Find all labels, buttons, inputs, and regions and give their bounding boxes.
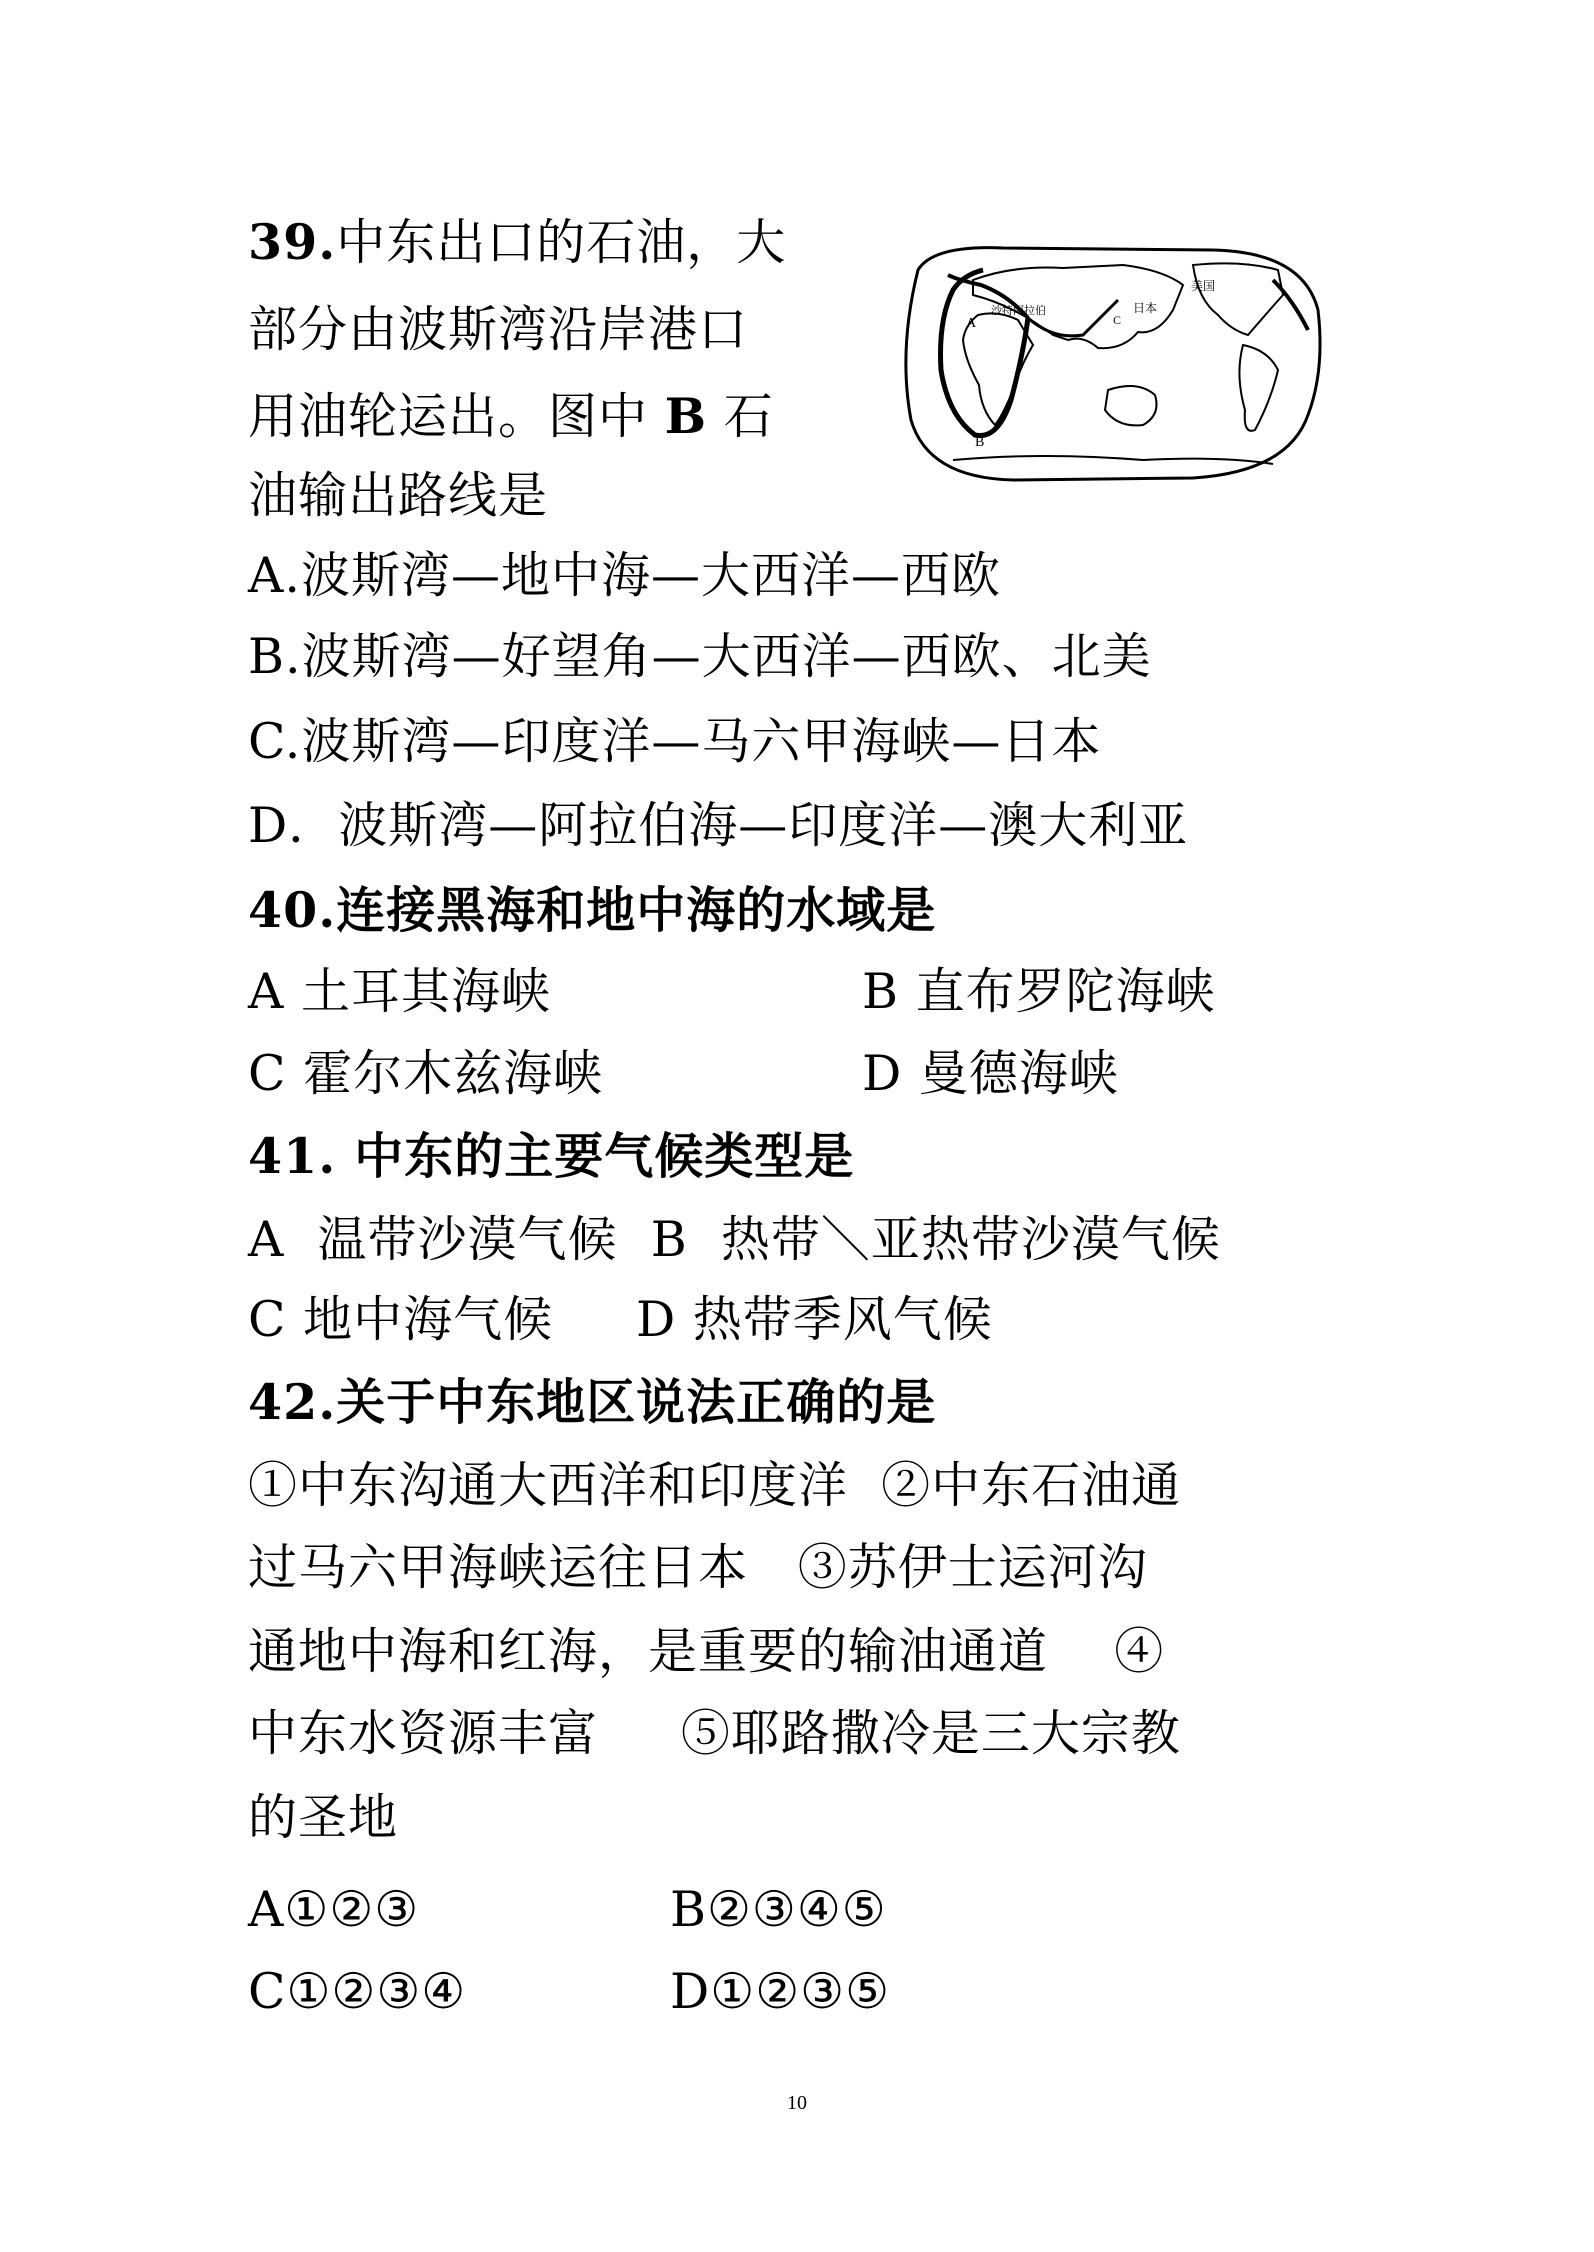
- q39-line-4: 油输出路线是: [248, 467, 549, 524]
- map-label-saudi: 沙特阿拉伯: [991, 305, 1046, 317]
- q42-option-c: C①②③④: [248, 1963, 467, 2020]
- q42-option-d: D①②③⑤: [670, 1963, 890, 2020]
- q42-title: 42.关于中东地区说法正确的是: [248, 1373, 937, 1431]
- q42-option-a: A①②③: [248, 1881, 420, 1938]
- north-america-shape: [1193, 263, 1283, 335]
- q39-text-3: 用油轮运出。图中: [248, 388, 649, 445]
- q39-option-b: B.波斯湾—好望角—大西洋—西欧、北美: [248, 628, 1152, 685]
- q39-line-1: [248, 212, 786, 273]
- q39-option-d: D．波斯湾—阿拉伯海—印度洋—澳大利亚: [248, 797, 1189, 854]
- q41-options-line-2: C 地中海气候 D 热带季风气候: [248, 1291, 993, 1348]
- q41-options-line-1: A 温带沙漠气候 B 热带＼亚热带沙漠气候: [248, 1211, 1221, 1268]
- map-label-b: B: [975, 435, 985, 450]
- q39-line-2: 部分由波斯湾沿岸港口: [248, 301, 749, 358]
- q42-line-4: 中东水资源丰富 ⑤耶路撒冷是三大宗教: [248, 1705, 1181, 1762]
- world-map: [893, 240, 1325, 486]
- route-b-line: [941, 270, 1029, 436]
- south-america-shape: [1239, 345, 1278, 431]
- q42-line-1: ①中东沟通大西洋和印度洋 ②中东石油通: [248, 1457, 1182, 1514]
- antarctica-shape: [953, 456, 1273, 464]
- q39-option-a: A.波斯湾—地中海—大西洋—西欧: [248, 547, 1001, 604]
- page-number: 10: [787, 2092, 807, 2114]
- q42-line-5: 的圣地: [248, 1789, 399, 1846]
- q39-text-3b: 石: [723, 388, 774, 445]
- q40-option-b: B 直布罗陀海峡: [862, 963, 1216, 1020]
- q39-route-b: B: [664, 387, 708, 445]
- q40-option-a: A 土耳其海峡: [248, 963, 551, 1020]
- q41-title: 41. 中东的主要气候类型是: [248, 1127, 855, 1185]
- map-label-japan: 日本: [1133, 301, 1158, 315]
- route-us-line: [1273, 280, 1308, 330]
- q42-option-b: B②③④⑤: [670, 1881, 887, 1938]
- map-label-a: A: [966, 316, 977, 331]
- q40-option-d: D 曼德海峡: [862, 1045, 1119, 1102]
- q39-text-1: 中东出口的石油，大: [336, 214, 787, 271]
- q40-option-c: C 霍尔木兹海峡: [248, 1045, 604, 1102]
- australia-shape: [1105, 386, 1157, 425]
- q39-line-3: [248, 386, 774, 447]
- q42-line-2: 过马六甲海峡运往日本 ③苏伊士运河沟: [248, 1539, 1148, 1596]
- q39-option-c: C.波斯湾—印度洋—马六甲海峡—日本: [248, 713, 1102, 770]
- map-label-usa: 美国: [1191, 279, 1216, 293]
- q42-line-3: 通地中海和红海，是重要的输油通道 ④: [248, 1623, 1165, 1680]
- q40-title: 40.连接黑海和地中海的水域是: [248, 881, 937, 939]
- map-label-c: C: [1113, 313, 1122, 327]
- q39-number: 39.: [248, 213, 337, 271]
